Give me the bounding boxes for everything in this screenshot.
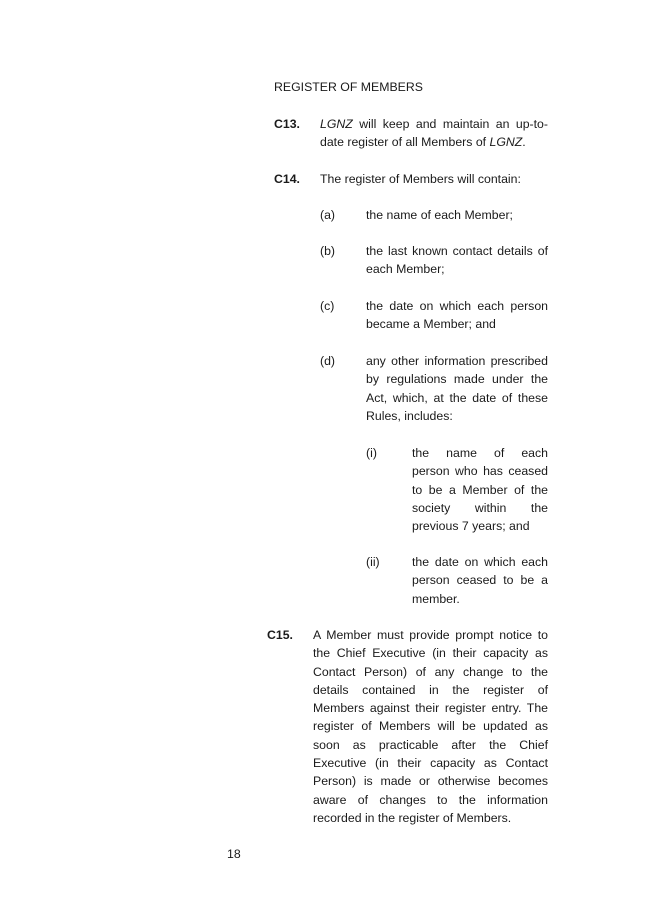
clause-text-c13 bbox=[320, 115, 548, 152]
org-name: LGNZ bbox=[320, 117, 353, 131]
item-label-c: (c) bbox=[320, 299, 335, 313]
item-label-d: (d) bbox=[320, 354, 336, 368]
clause-number-c15: C15. bbox=[267, 628, 293, 642]
clause-number-c13: C13. bbox=[274, 117, 300, 131]
clause-text-c13-body: will keep and maintain an up-to-date register of all Members of bbox=[320, 117, 548, 150]
subitem-label-ii: (ii) bbox=[366, 555, 380, 569]
clause-number-c14: C14. bbox=[274, 172, 300, 186]
item-label-a: (a) bbox=[320, 208, 336, 222]
clause-text-c13-end: . bbox=[522, 135, 526, 150]
clause-text-c15: A Member must provide prompt notice to the Chief Executive (in their capacity as Contact Person) of any change to the details contained in the register of Members against their register entry. The register of Members will be updated as soon as practicable after the Chief Executive (in their capacity as Contact Person) is made or otherwise becomes aware of changes to the information recorded in the register of Members. bbox=[313, 628, 548, 825]
item-text-b: the last known contact details of each Member; bbox=[366, 244, 548, 277]
org-name: LGNZ bbox=[489, 135, 523, 150]
item-label-b: (b) bbox=[320, 244, 336, 258]
item-text-d: any other information prescribed by regulations made under the Act, which, at the date of these Rules, includes: bbox=[366, 354, 548, 423]
subitem-text-i: the name of each person who has ceased to be a Member of the society within the previous 7 years; and bbox=[412, 446, 548, 534]
item-text-c: the date on which each person became a Member; and bbox=[366, 299, 548, 332]
subitem-label-i: (i) bbox=[366, 446, 377, 460]
subitem-text-ii: the date on which each person ceased to be a member. bbox=[412, 555, 548, 606]
section-heading: REGISTER OF MEMBERS bbox=[274, 80, 423, 94]
page-number: 18 bbox=[227, 847, 241, 861]
clause-text-c14: The register of Members will contain: bbox=[320, 172, 521, 186]
item-text-a: the name of each Member; bbox=[366, 208, 513, 222]
